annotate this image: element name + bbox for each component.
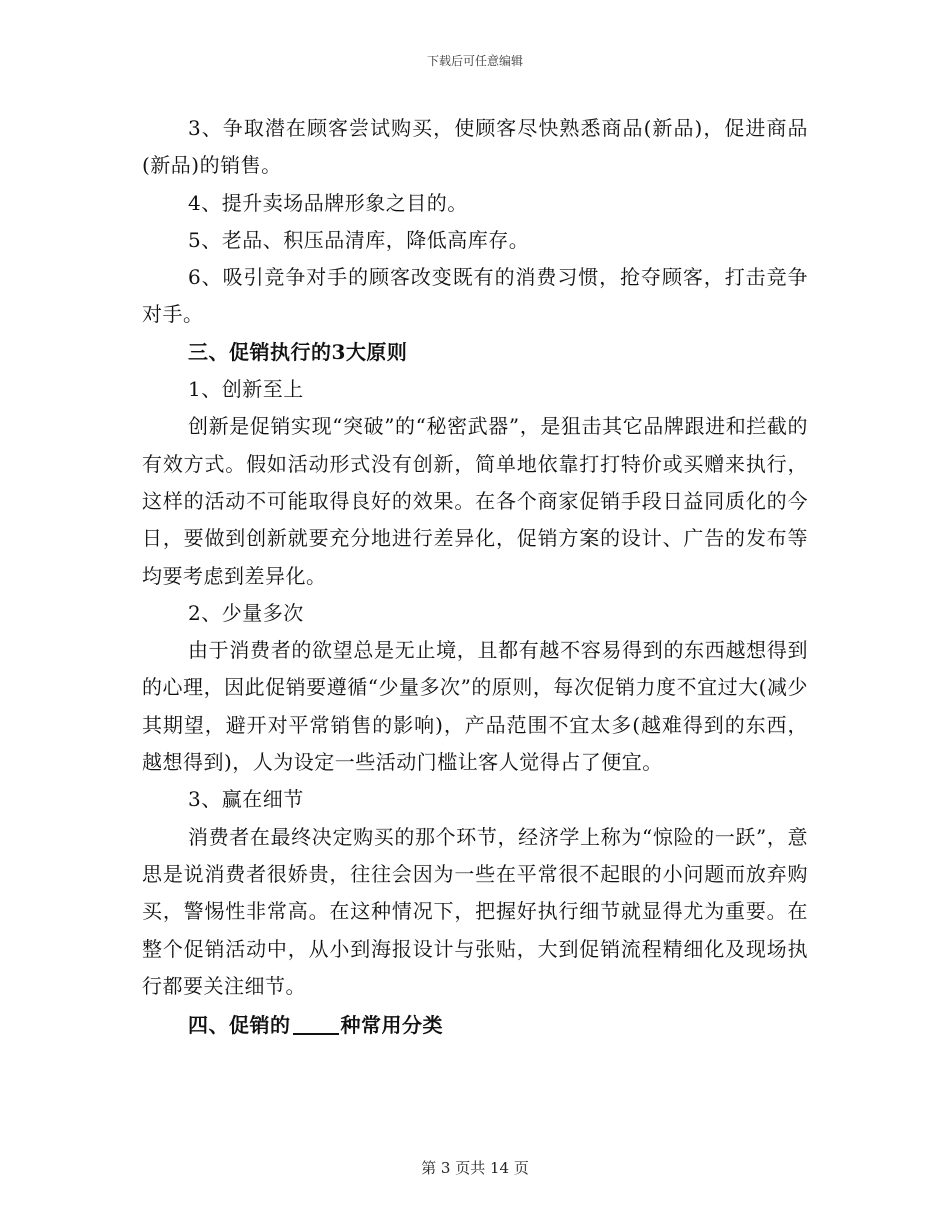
section-heading-4 <box>142 1007 808 1044</box>
paragraph-innovation: 创新是促销实现“突破”的“秘密武器”，是狙击其它品牌跟进和拦截的有效方式。假如活动形式没有创新，简单地依靠打打特价或买赠来执行，这样的活动不可能取得良好的效果。在各个商家促销手段日益同质化的今日，要做到创新就要充分地进行差异化，促销方案的设计、广告的发布等均要考虑到差异化。 <box>142 414 808 588</box>
paragraph-details: 消费者在最终决定购买的那个环节，经济学上称为“惊险的一跃”，意思是说消费者很娇贵，往往会因为一些在平常很不起眼的小问题而放弃购买，警惕性非常高。在这种情况下，把握好执行细节就显得尤为重要。在整个促销活动中，从小到海报设计与张贴，大到促销流程精细化及现场执行都要关注细节。 <box>142 824 808 998</box>
section-heading-3: 三、促销执行的3大原则 <box>188 339 408 364</box>
subheading-small-frequent: 2、少量多次 <box>188 600 304 625</box>
section-heading-4-prefix: 四、促销的 <box>188 1013 291 1038</box>
page-header: 下载后可任意编辑 <box>426 54 523 68</box>
fill-in-blank <box>293 1013 339 1035</box>
subheading-innovation: 1、创新至上 <box>188 377 304 402</box>
paragraph-goal-4: 4、提升卖场品牌形象之目的。 <box>188 190 468 215</box>
section-heading-4-suffix: 种常用分类 <box>340 1013 443 1038</box>
paragraph-goal-3: 3、争取潜在顾客尝试购买，使顾客尽快熟悉商品(新品)，促进商品(新品)的销售。 <box>142 116 808 178</box>
page-footer: 第 3 页共 14 页 <box>421 1159 529 1177</box>
paragraph-goal-6: 6、吸引竞争对手的顾客改变既有的消费习惯，抢夺顾客，打击竞争对手。 <box>142 265 808 327</box>
subheading-details: 3、赢在细节 <box>188 787 304 812</box>
paragraph-small-frequent: 由于消费者的欲望总是无止境，且都有越不容易得到的东西越想得到的心理，因此促销要遵循“少量多次”的原则，每次促销力度不宜过大(减少其期望，避开对平常销售的影响)，产品范围不宜太多(越难得到的东西，越想得到)，人为设定一些活动门槛让客人觉得占了便宜。 <box>142 638 808 775</box>
document-body <box>142 110 808 1044</box>
paragraph-goal-5: 5、老品、积压品清库，降低高库存。 <box>188 227 530 252</box>
